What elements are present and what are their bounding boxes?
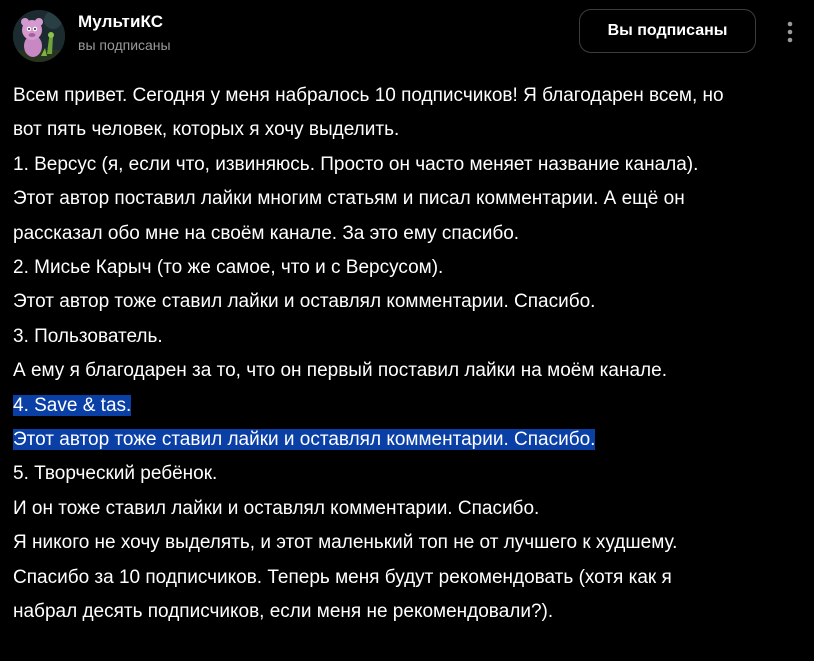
channel-name[interactable]: МультиКС bbox=[78, 12, 164, 31]
article-text: Всем привет. Сегодня у меня набралось 10 подписчиков! Я благодарен всем, но bbox=[13, 85, 724, 106]
article-text: Спасибо за 10 подписчиков. Теперь меня будут рекомендовать (хотя как я bbox=[13, 566, 672, 588]
subscribed-button[interactable]: Вы подписаны bbox=[579, 9, 756, 53]
article-text: рассказал обо мне на своём канале. За это ему спасибо. bbox=[13, 222, 520, 244]
article-line bbox=[13, 217, 808, 251]
article-text: Я никого не хочу выделять, и этот маленький топ не от лучшего к худшему. bbox=[13, 532, 678, 554]
article-line bbox=[13, 457, 808, 491]
selected-text[interactable]: Этот автор тоже ставил лайки и оставлял комментарии. Спасибо. bbox=[13, 429, 596, 451]
article-line bbox=[13, 285, 808, 319]
article-text: И он тоже ставил лайки и оставлял комментарии. Спасибо. bbox=[13, 497, 540, 519]
article-text: А ему я благодарен за то, что он первый поставил лайки на моём канале. bbox=[13, 360, 667, 382]
more-options-button[interactable] bbox=[776, 14, 804, 50]
avatar[interactable] bbox=[13, 10, 65, 62]
article-body bbox=[13, 79, 808, 630]
article-line bbox=[13, 595, 808, 629]
article-line bbox=[13, 251, 808, 285]
subscription-status: вы подписаны bbox=[78, 37, 171, 53]
channel-header bbox=[0, 0, 814, 70]
article-line bbox=[13, 113, 808, 147]
article-text: 5. Творческий ребёнок. bbox=[13, 463, 218, 485]
cartoon-character-avatar-icon bbox=[13, 10, 65, 62]
article-text: набрал десять подписчиков, если меня не рекомендовали?). bbox=[13, 601, 554, 623]
article-line-selected bbox=[13, 423, 808, 457]
article-line bbox=[13, 320, 808, 354]
article-line bbox=[13, 561, 808, 595]
article-line bbox=[13, 526, 808, 560]
vertical-ellipsis-icon bbox=[787, 20, 793, 44]
article-text: вот пять человек, которых я хочу выделить. bbox=[13, 119, 400, 141]
article-text: Этот автор поставил лайки многим статьям и писал комментарии. А ещё он bbox=[13, 188, 685, 210]
article-text: 3. Пользователь. bbox=[13, 325, 163, 347]
article-text: 1. Версус (я, если что, извиняюсь. Просто он часто меняет название канала). bbox=[13, 153, 699, 175]
article-line bbox=[13, 354, 808, 388]
article-text: 2. Мисье Карыч (то же самое, что и с Версусом). bbox=[13, 257, 444, 279]
selected-text[interactable]: 4. Save & tas. bbox=[13, 394, 132, 416]
article-line-selected bbox=[13, 389, 808, 423]
article-line bbox=[13, 79, 808, 113]
article-line bbox=[13, 492, 808, 526]
article-line bbox=[13, 148, 808, 182]
article-line bbox=[13, 182, 808, 216]
article-text: Этот автор тоже ставил лайки и оставлял комментарии. Спасибо. bbox=[13, 291, 596, 313]
